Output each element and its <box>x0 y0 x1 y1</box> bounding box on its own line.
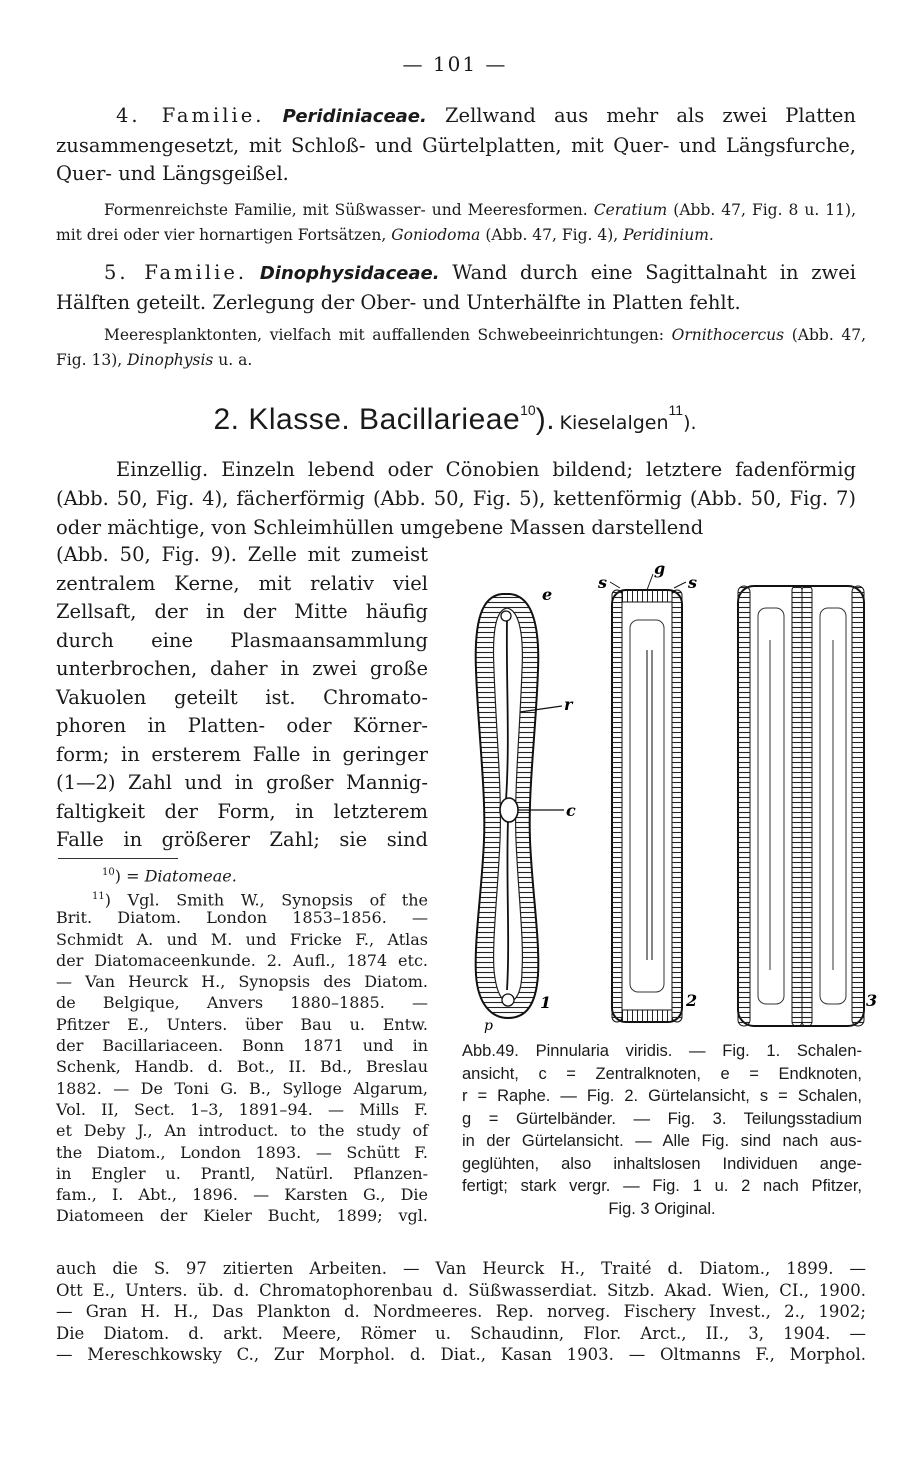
genus-ornithocercus: Ornithocercus <box>671 326 785 344</box>
fig1-valve-view <box>476 594 564 1018</box>
label-fig3: 3 <box>866 991 878 1010</box>
family5-text: Wand durch eine Sagittalnaht in zwei Hälften geteilt. Zerlegung der Ober- und Unterhälfte in Platten fehlt. <box>56 261 857 314</box>
footnote-line: Brit. Diatom. London 1853–1856. — <box>56 908 428 928</box>
label-fig2: 2 <box>686 991 698 1010</box>
family4-note-text-3: (Abb. 47, Fig. 4), <box>485 226 619 244</box>
footnote-line: der Bacillariaceen. Bonn 1871 und in <box>56 1036 428 1056</box>
caption-line: Fig. 3 Original. <box>608 1199 716 1218</box>
footnote-line: der Diatomaceenkunde. 2. Aufl., 1874 etc. <box>56 950 428 970</box>
body-line: Falle in größerer Zahl; sie sind <box>56 828 428 851</box>
label-s-left: s <box>598 573 608 592</box>
footnote-11 <box>56 886 428 1227</box>
fig2-girdle-view <box>610 574 686 1022</box>
label-fig1: 1 <box>540 993 552 1012</box>
figure-caption <box>462 1040 862 1220</box>
footnote-rule <box>58 858 178 859</box>
footnote-line: — Van Heurck H., Synopsis des Diatom. <box>56 972 428 992</box>
footnote-line: Vol. II, Sect. 1–3, 1891–94. — Mills F. <box>56 1099 428 1119</box>
family4-note <box>56 198 856 248</box>
caption-line: in der Gürtelansicht. — Alle Fig. sind nach aus- <box>462 1132 862 1150</box>
family5-note-text-3: u. a. <box>218 351 253 369</box>
label-s-right: s <box>688 573 698 592</box>
body-line: unterbrochen, daher in zwei große <box>56 657 428 680</box>
footnote-10-mark: 10 <box>102 867 115 878</box>
footnote-line: Pfitzer E., Unters. über Bau u. Entw. <box>56 1014 428 1034</box>
caption-line: fertigt; stark vergr. — Fig. 1 u. 2 nach Pfitzer, <box>462 1177 862 1195</box>
caption-line: Abb.49. Pinnularia viridis. — Fig. 1. Schalen- <box>462 1042 862 1060</box>
body-line: zentralem Kerne, mit relativ viel <box>56 571 428 595</box>
family5-note-text: Meeresplanktonten, vielfach mit auffallenden Schwebeeinrichtungen: <box>104 326 664 344</box>
body-paragraph: Einzellig. Einzeln lebend oder Cönobien bildend; letztere fadenförmig (Abb. 50, Fig. 4), fächerförmig (Abb. 50, Fig. 5), kettenförmig (Abb. 50, Fig. 7) oder mächtige, von Schleimhüllen umgebene Massen darstellend <box>56 458 856 539</box>
body-line: phoren in Platten- oder Körner- <box>56 714 428 737</box>
label-p: p <box>484 1018 493 1034</box>
family4-paragraph <box>56 102 856 189</box>
genus-ceratium: Ceratium <box>593 201 668 219</box>
family4-note-text: Formenreichste Familie, mit Süßwasser- und Meeresformen. <box>104 201 588 219</box>
label-e: e <box>542 585 553 604</box>
body-column <box>56 541 428 855</box>
section-heading <box>0 402 910 437</box>
footnote-line: Die Diatom. d. arkt. Meere, Römer u. Schaudinn, Flor. Arct., II., 3, 1904. — <box>56 1323 866 1343</box>
footnote-ref-11: 11 <box>668 402 684 418</box>
family5-name: Dinophysidaceae. <box>259 263 440 284</box>
footnote-continuation <box>56 1258 866 1366</box>
footnote-line: Ott E., Unters. üb. d. Chromatophorenbau d. Süßwasserdiat. Sitzb. Akad. Wien, CI., 1900. <box>56 1280 866 1300</box>
footnote-11-mark: 11 <box>92 891 105 902</box>
body-line: form; in ersterem Falle in geringer <box>56 742 428 766</box>
family4-name: Peridiniaceae. <box>282 106 427 127</box>
label-g: g <box>654 560 666 578</box>
family4-note-text-2: (Abb. 47, Fig. 8 u. 11), mit drei oder vier hornartigen Fortsätzen, <box>56 201 856 244</box>
caption-line: geglühten, also inhaltslosen Individuen ange- <box>462 1154 862 1173</box>
genus-goniodoma: Goniodoma <box>391 226 481 244</box>
body-line: durch eine Plasmaansammlung <box>56 628 428 652</box>
footnote-line: et Deby J., An introduct. to the study of <box>56 1121 428 1141</box>
body-line: (Abb. 50, Fig. 9). Zelle mit zumeist <box>56 543 428 566</box>
family5-note-text-2: (Abb. 47, Fig. 13), <box>56 326 867 369</box>
footnote-10: $^{10}$) = Diatomeae. <box>102 866 237 886</box>
footnote-line: fam., I. Abt., 1896. — Karsten G., Die <box>56 1185 428 1205</box>
body-line: faltigkeit der Form, in letzterem <box>56 799 428 823</box>
page-number: — 101 — <box>402 52 508 76</box>
footnote-line: the Diatom., London 1893. — Schütt F. <box>56 1142 428 1162</box>
footnote-line: — Gran H. H., Das Plankton d. Nordmeeres. Rep. norveg. Fischery Invest., 2., 1902; <box>56 1302 866 1321</box>
heading-common-name: Kieselalgen <box>559 412 669 434</box>
genus-dinophysis: Dinophysis <box>127 351 214 369</box>
heading-class-name: 2. Klasse. Bacillarieae <box>213 403 521 436</box>
caption-line: ansicht, c = Zentralknoten, e = Endknoten, <box>462 1064 862 1083</box>
footnote-line: auch die S. 97 zitierten Arbeiten. — Van Heurck H., Traité d. Diatom., 1899. — <box>56 1259 866 1278</box>
heading-punct-2: ). <box>683 412 697 434</box>
caption-line: g = Gürtelbänder. — Fig. 3. Teilungsstadium <box>462 1109 862 1128</box>
body-line: Zellsaft, der in der Mitte häufig <box>56 600 428 623</box>
family5-label: 5. Familie. <box>104 261 248 284</box>
family4-label: 4. Familie. <box>116 104 265 127</box>
caption-line: r = Raphe. — Fig. 2. Gürtelansicht, s = Schalen, <box>462 1087 862 1105</box>
family5-note <box>56 323 866 373</box>
heading-punct: ). <box>535 403 556 436</box>
footnote-10-text: Diatomeae. <box>144 866 237 886</box>
footnote-ref-10: 10 <box>520 402 536 418</box>
footnote-line: Diatomeen der Kieler Bucht, 1899; vgl. <box>56 1206 428 1226</box>
body-line: (1—2) Zahl und in großer Mannig- <box>56 771 428 794</box>
footnote-text: Vgl. Smith W., Synopsis of the <box>127 890 429 910</box>
footnote-line: in Engler u. Prantl, Natürl. Pflanzen- <box>56 1163 428 1183</box>
footnote-line: Schenk, Handb. d. Bot., II. Bd., Breslau <box>56 1057 428 1077</box>
fig3-division-stage <box>738 586 864 1026</box>
body-line: Vakuolen geteilt ist. Chromato- <box>56 685 428 709</box>
family4-text: Zellwand aus mehr als zwei Platten zusammengesetzt, mit Schloß- und Gürtelplatten, mit Quer- und Längsfurche, Quer- und Längsgeißel. <box>56 104 856 185</box>
footnote-line: — Mereschkowsky C., Zur Morphol. d. Diat., Kasan 1903. — Oltmanns F., Morphol. <box>56 1345 866 1364</box>
footnote-line: 1882. — De Toni G. B., Sylloge Algarum, <box>56 1078 428 1098</box>
genus-peridinium: Peridinium. <box>623 226 714 244</box>
label-c: c <box>566 801 576 820</box>
diatom-figure <box>440 560 880 1040</box>
footnote-line: Schmidt A. und M. und Fricke F., Atlas <box>56 929 428 949</box>
family5-paragraph <box>56 259 856 317</box>
footnote-line: $^{11}$) Vgl. Smith W., Synopsis of the <box>92 890 429 910</box>
label-r: r <box>564 695 573 714</box>
footnote-line: de Belgique, Anvers 1880–1885. — <box>56 993 428 1013</box>
